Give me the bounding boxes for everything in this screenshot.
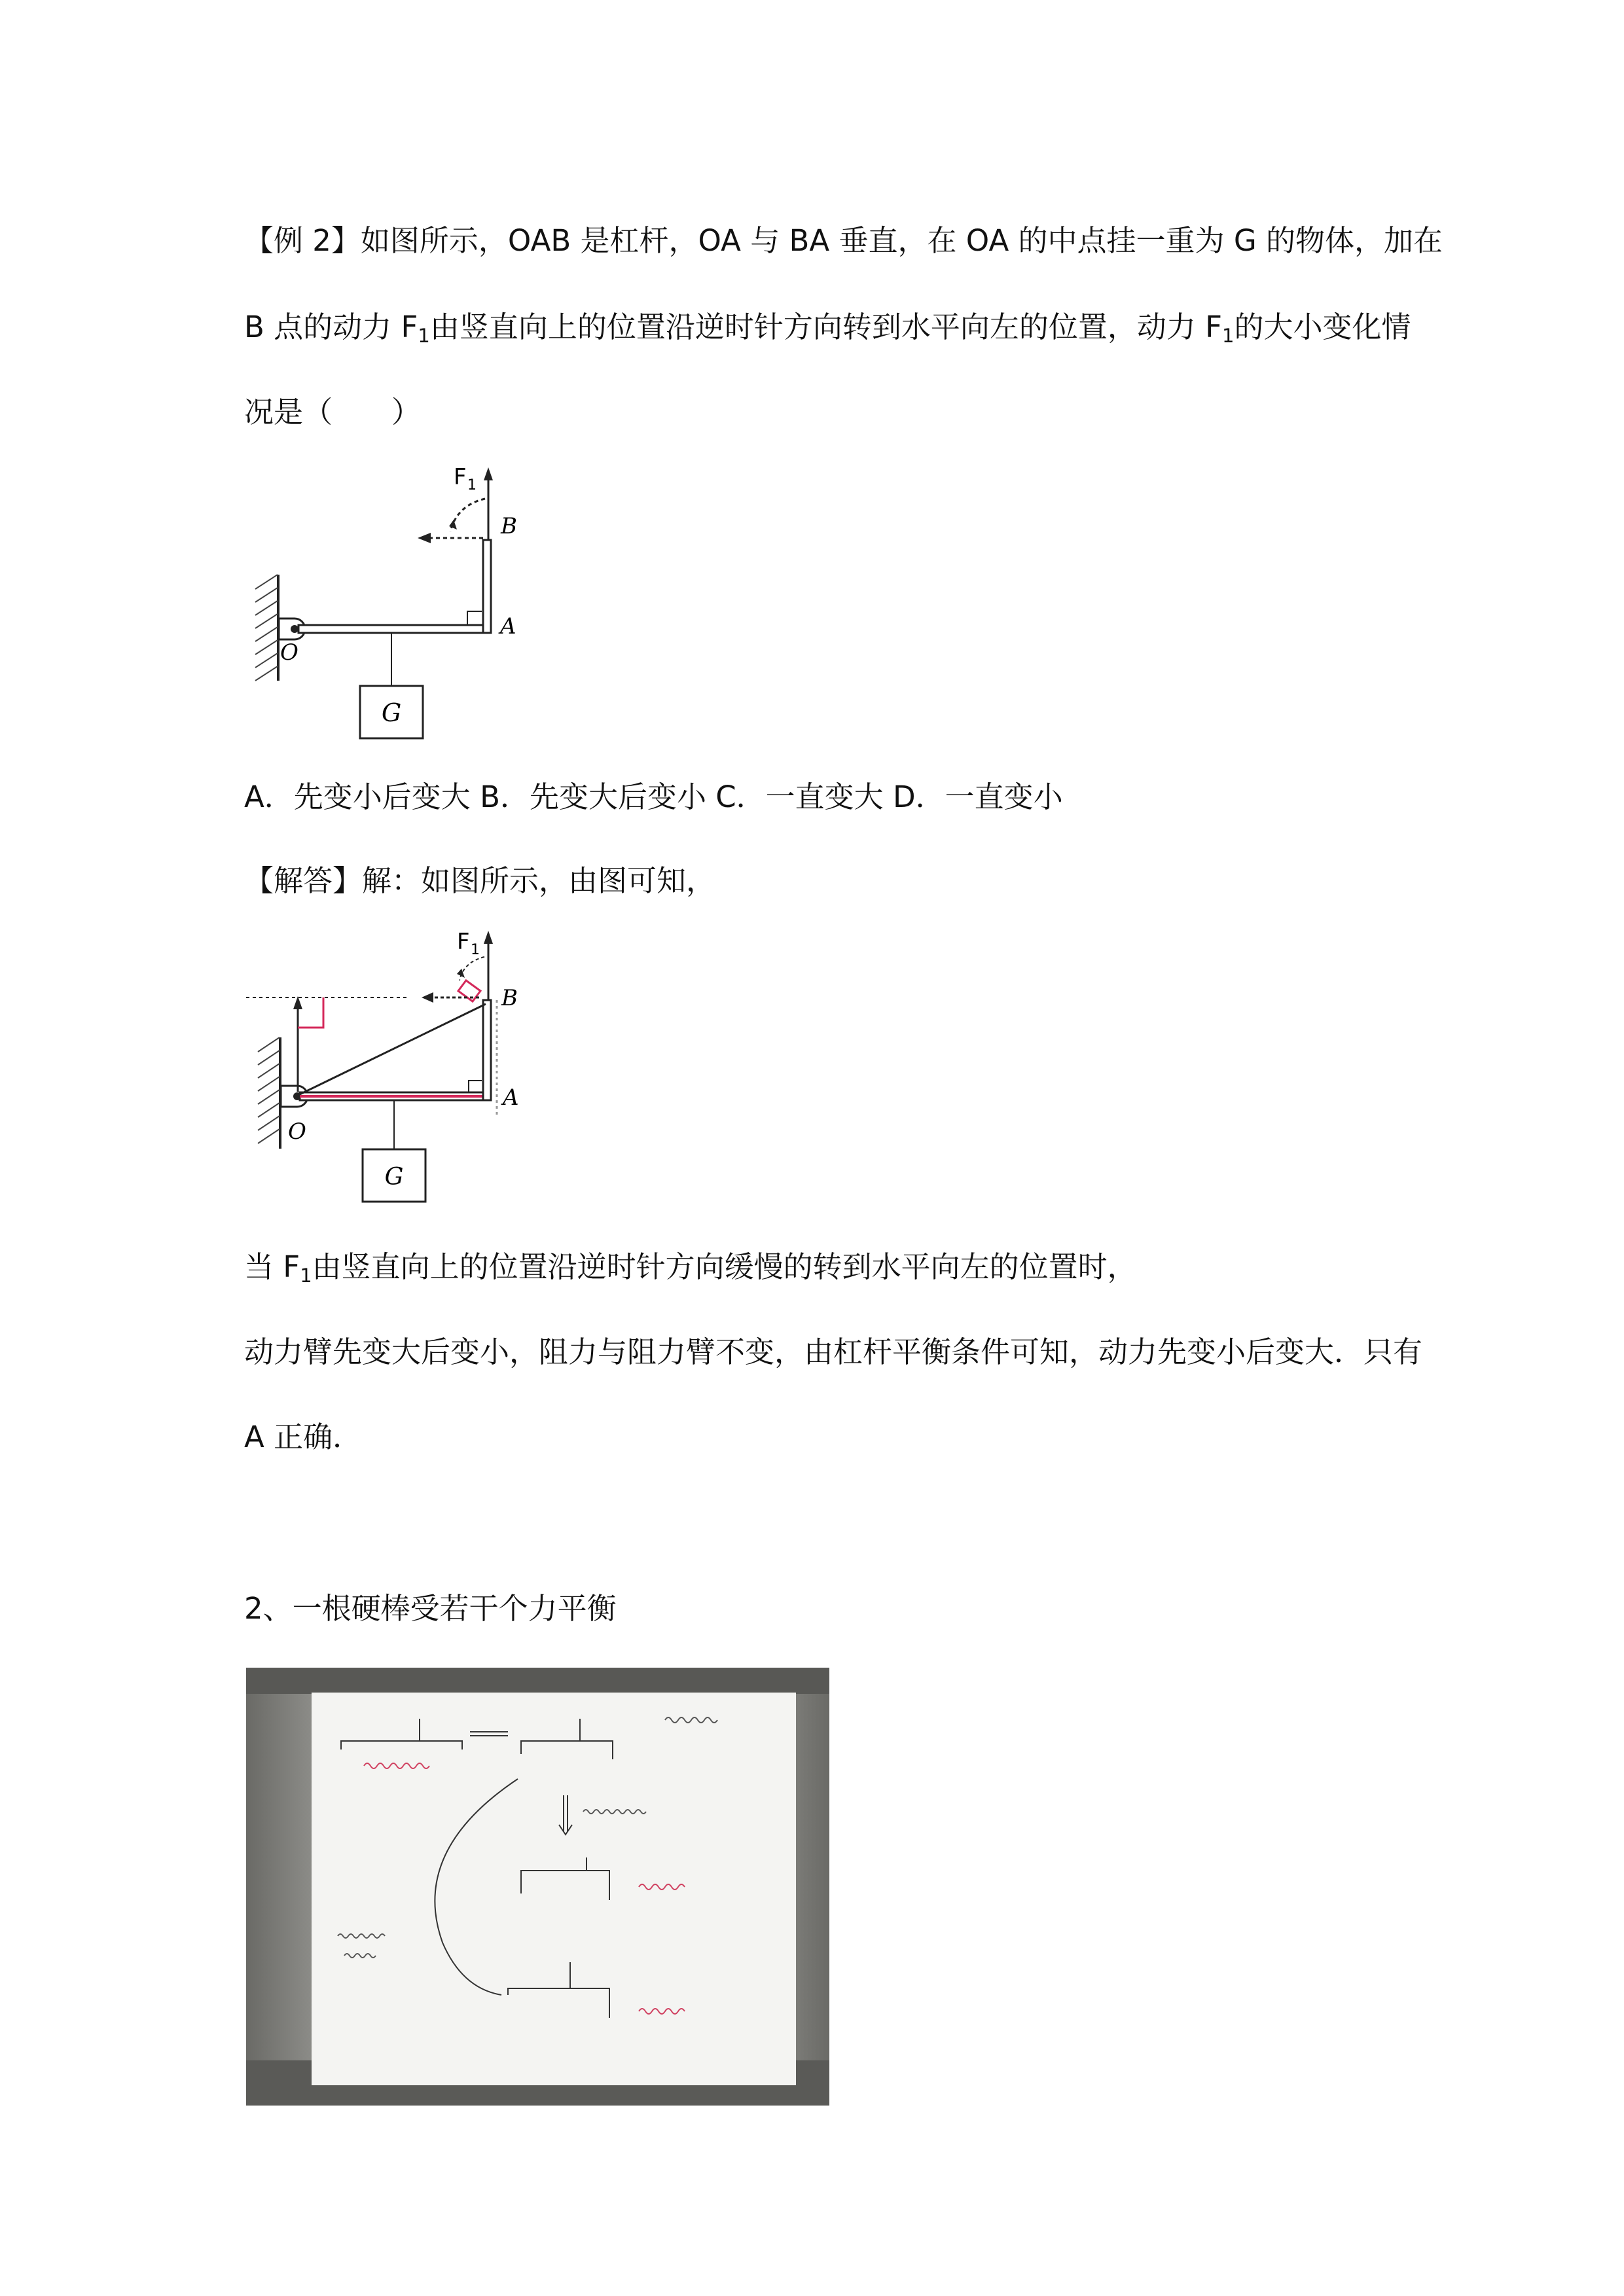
- solution-line-1-part-b: 由竖直向上的位置沿逆时针方向缓慢的转到水平向左的位置时，: [312, 1249, 1137, 1284]
- answer-options: A．先变小后变大 B．先变大后变小 C．一直变大 D．一直变小: [244, 780, 1063, 814]
- solution-line-1: [244, 1247, 1137, 1295]
- force-label-subscript: 1: [467, 477, 477, 493]
- example-line-3: 况是（ ）: [244, 395, 422, 429]
- point-label-a: A: [500, 613, 516, 639]
- subscript: 1: [300, 1265, 312, 1287]
- handwritten-notes-photo: [246, 1668, 829, 2106]
- force-label-f1: F: [457, 929, 470, 955]
- solution-line-3: A 正确．: [244, 1420, 363, 1454]
- example-line-1: 【例 2】如图所示，OAB 是杠杆，OA 与 BA 垂直，在 OA 的中点挂一重为 G 的物体，加在: [244, 223, 1443, 258]
- force-label-subscript: 1: [471, 942, 480, 958]
- point-label-a: A: [503, 1085, 519, 1111]
- solution-line-1-part-a: 当 F: [244, 1249, 300, 1284]
- lever-figure-1: [249, 458, 563, 746]
- subscript: 1: [418, 325, 430, 347]
- point-label-b: B: [501, 985, 518, 1011]
- handwritten-notes-drawing: [246, 1668, 829, 2106]
- weight-label-g: G: [381, 698, 402, 727]
- solution-line-2: 动力臂先变大后变小，阻力与阻力臂不变，由杠杆平衡条件可知，动力先变小后变大．只有: [244, 1335, 1423, 1369]
- point-label-b: B: [501, 513, 517, 539]
- subscript: 1: [1222, 325, 1235, 347]
- example-line-2: [244, 308, 1411, 355]
- lever-figure-2: [244, 923, 571, 1211]
- weight-label-g: G: [384, 1164, 404, 1191]
- example-line-2-part-c: 的大小变化情: [1234, 310, 1411, 344]
- solution-intro: 【解答】解：如图所示，由图可知，: [244, 863, 716, 898]
- force-label-f1: F: [454, 464, 467, 490]
- point-label-o: O: [280, 639, 298, 666]
- example-line-2-part-a: B 点的动力 F: [244, 310, 418, 344]
- example-line-2-part-b: 由竖直向上的位置沿逆时针方向转到水平向左的位置，动力 F: [429, 310, 1223, 344]
- point-label-o: O: [288, 1119, 306, 1145]
- section-2-heading: 2、一根硬棒受若干个力平衡: [244, 1591, 617, 1626]
